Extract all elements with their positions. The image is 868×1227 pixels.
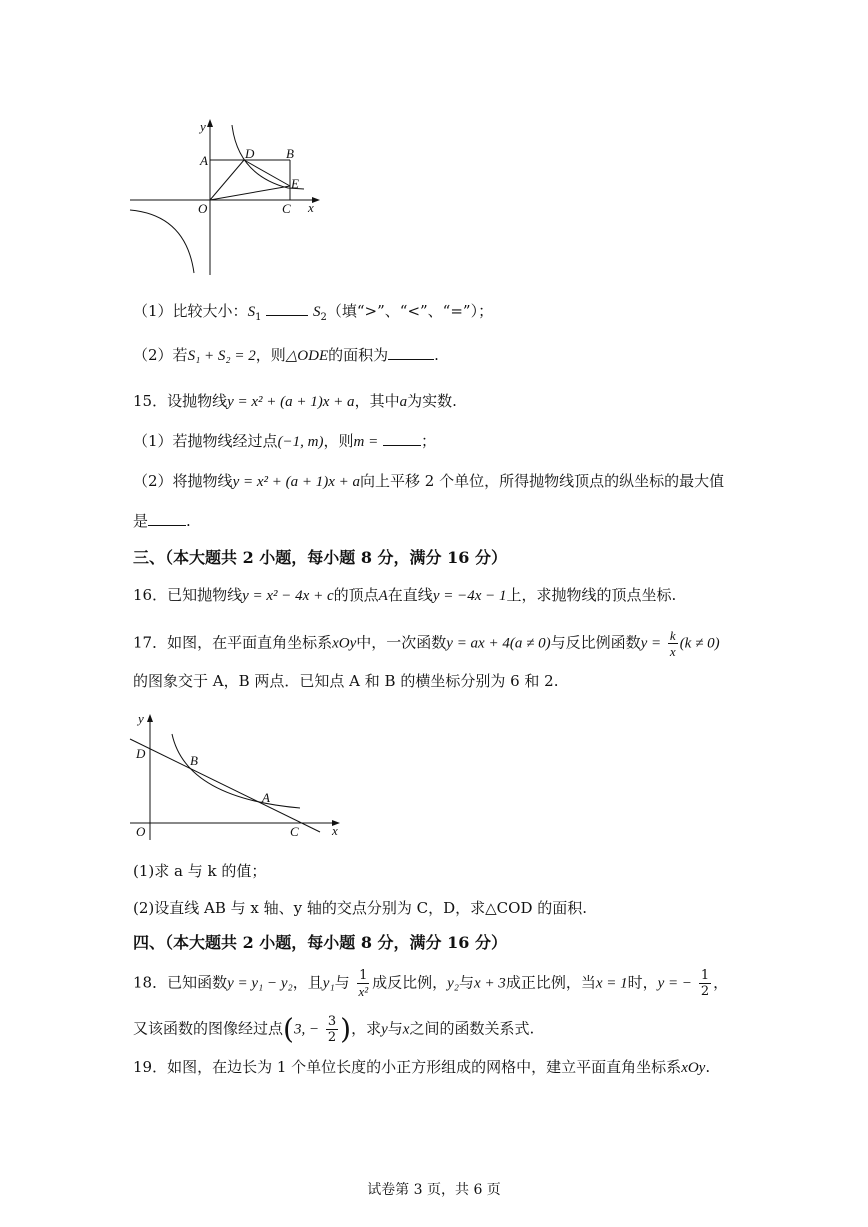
fig1-label-d: D [245,146,255,161]
fig1-label-x: x [308,200,314,215]
fig1-label-e: E [291,176,299,191]
fig1-label-a: A [200,153,208,168]
q18-three-halves: $\frac{3}{2}$ [327,1014,337,1045]
fig1-label-o: O [198,201,208,216]
fig1-label-y: y [200,119,206,134]
fig2-label-a: A [262,790,270,805]
figure-ode-hyperbola [128,115,328,280]
figure-line-hyperbola [128,708,348,843]
fig2-label-d: D [136,746,146,761]
q16: 16．已知抛物线y = x² − 4x + c的顶点A在直线y = −4x − 1上，求抛物线的顶点坐标. [133,586,677,604]
q15-part1: （1）若抛物线经过点(−1, m)，则m = ； [133,432,437,450]
fig1-label-b: B [286,146,294,161]
q18-stem-line1: 18．已知函数y = y₁ − y₂，且y₁与 $\frac{1}{\text{x²}}$ 成反比例，y₂与x + 3成正比例，当x = 1时，y = − $\frac{1}{2}$ ， [133,968,729,999]
q15-part2: （2）将抛物线y = x² + (a + 1)x + a向上平移 2 个单位，所得抛物线顶点的纵坐标的最大值 [133,472,725,490]
q14-part1: （1）比较大小：$S_1$ $S_2$（填“>”、“<”、“=”）； [133,302,494,323]
q15-stem: 15．设抛物线y = x² + (a + 1)x + a，其中a为实数. [133,392,457,410]
q15-p2-answer-blank[interactable] [148,511,186,526]
fig2-label-b: B [190,753,198,768]
fig2-label-x: x [332,823,338,838]
q18-one-half: $\frac{1}{2}$ [700,968,710,999]
fig2-label-c: C [290,824,299,839]
q15-part2-cont: 是 . [133,512,191,530]
section-3-title: 三、（本大题共 2 小题，每小题 8 分，满分 16 分） [133,548,507,567]
fig1-label-c: C [282,201,291,216]
q17-stem-line2: 的图象交于 A，B 两点．已知点 A 和 B 的横坐标分别为 6 和 2. [133,672,559,690]
q17-part1: (1)求 a 与 k 的值； [133,862,267,880]
q18-one-over-x2: $\frac{1}{\text{x²}}$ [358,968,369,999]
q18-stem-line2: 又该函数的图像经过点(3, − $\frac{3}{2}$ )，求y与x之间的函数关系式. [133,1012,535,1046]
fig2-label-o: O [136,824,146,839]
q17-stem-line1: 17．如图，在平面直角坐标系xOy中，一次函数y = ax + 4(a ≠ 0)与反比例函数y = $\frac{k}{x}$ (k ≠ 0) [133,628,720,659]
q17-k-over-x: $\frac{k}{x}$ [669,628,676,659]
q19-stem: 19．如图，在边长为 1 个单位长度的小正方形组成的网格中，建立平面直角坐标系xOy. [133,1058,711,1076]
q17-part2: (2)设直线 AB 与 x 轴、y 轴的交点分别为 C，D，求△COD 的面积. [133,899,588,917]
q14-p2-answer-blank[interactable] [388,345,434,360]
fig2-label-y: y [138,711,144,726]
section-4-title: 四、（本大题共 2 小题，每小题 8 分，满分 16 分） [133,933,507,952]
q14-p1-answer-blank[interactable] [266,301,308,316]
q15-p1-answer-blank[interactable] [383,431,421,446]
q14-part2: （2）若S₁ + S₂ = 2，则△ODE的面积为 . [133,346,439,364]
page-footer: 试卷第 3 页，共 6 页 [367,1182,501,1198]
